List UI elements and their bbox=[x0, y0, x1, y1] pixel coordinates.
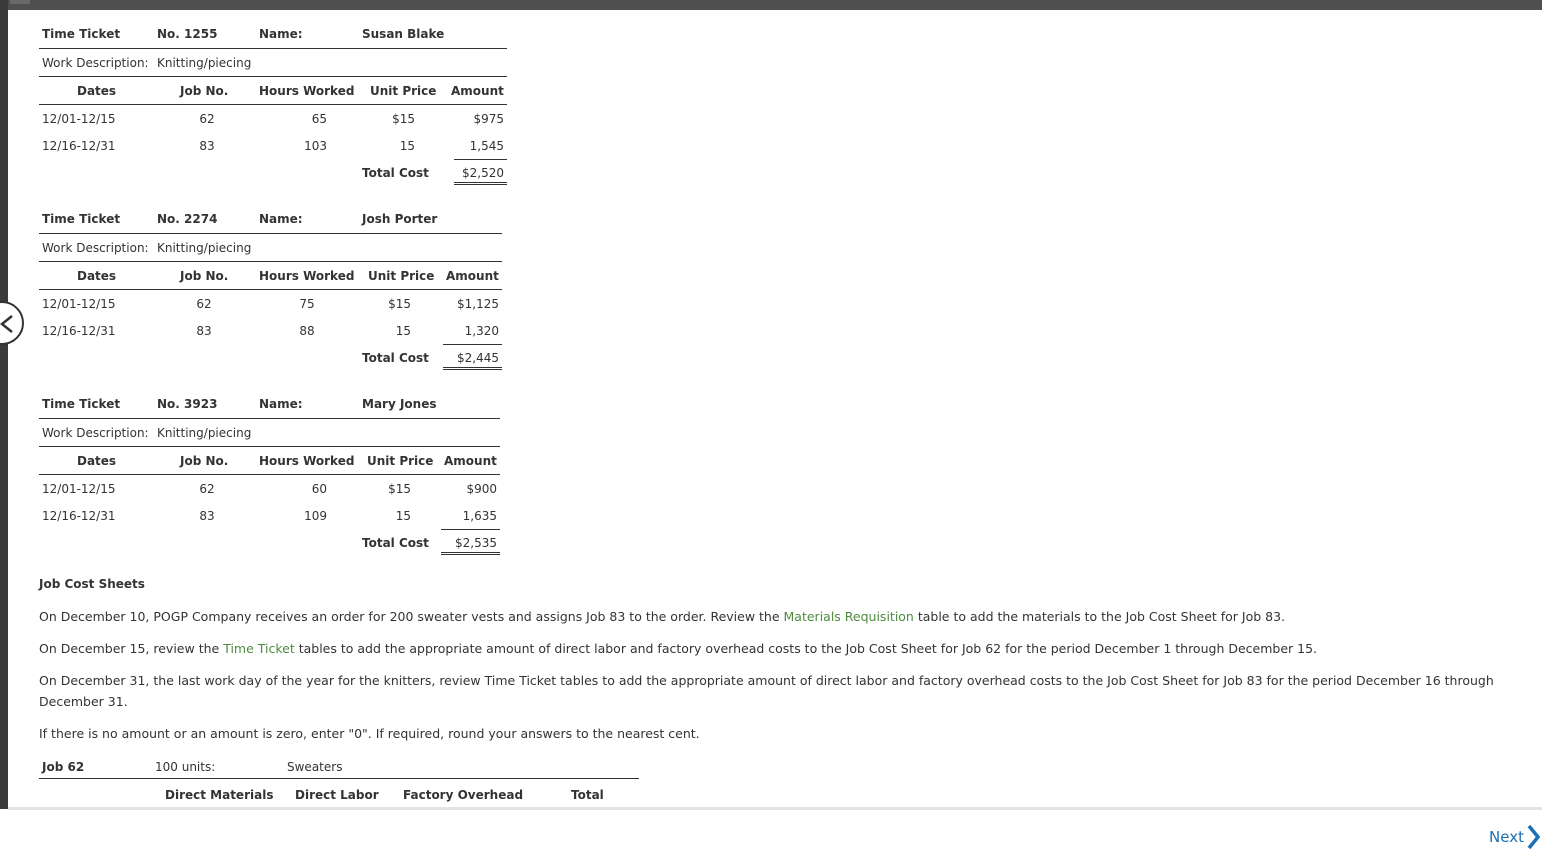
product-label: Sweaters bbox=[287, 760, 343, 774]
left-bar bbox=[0, 0, 8, 809]
desc-value: Knitting/piecing bbox=[157, 241, 252, 255]
materials-requisition-link[interactable]: Materials Requisition bbox=[783, 609, 914, 624]
chevron-right-icon bbox=[1526, 824, 1540, 850]
column-headers bbox=[39, 262, 502, 290]
row-job: 62 bbox=[199, 482, 215, 496]
p1-text-a: On December 10, POGP Company receives an order for 200 sweater vests and assigns Job 83 to the order. Review the bbox=[39, 609, 784, 624]
employee-name: Mary Jones bbox=[362, 397, 437, 411]
time-ticket-1 bbox=[39, 20, 507, 189]
paragraph-3: On December 31, the last work day of the year for the knitters, review Time Ticket tables to add the appropriate amount of direct labor and factory overhead costs to the Job Cost Sheet for Job 83 for the period December 16 through December 31. bbox=[39, 673, 1494, 709]
table-row bbox=[39, 475, 500, 502]
desc-value: Knitting/piecing bbox=[157, 56, 252, 70]
ticket-label: Time Ticket bbox=[42, 27, 121, 41]
col-unit-price: Unit Price bbox=[370, 84, 437, 98]
previous-button[interactable] bbox=[0, 301, 24, 345]
job-label: Job 62 bbox=[42, 760, 85, 774]
row-dates: 12/16-12/31 bbox=[42, 324, 116, 338]
total-row bbox=[39, 529, 500, 559]
col-job-no: Job No. bbox=[180, 84, 229, 98]
row-dates: 12/01-12/15 bbox=[42, 482, 116, 496]
col-dates: Dates bbox=[77, 84, 117, 98]
row-price: $15 bbox=[388, 297, 411, 311]
row-job: 83 bbox=[199, 139, 215, 153]
row-amount: 1,635 bbox=[462, 509, 497, 523]
ticket-number: No. 2274 bbox=[157, 212, 218, 226]
time-ticket-link[interactable]: Time Ticket bbox=[223, 641, 295, 656]
row-hours: 75 bbox=[299, 297, 315, 311]
row-hours: 60 bbox=[311, 482, 327, 496]
total-label: Total Cost bbox=[362, 166, 429, 180]
row-dates: 12/01-12/15 bbox=[42, 297, 116, 311]
row-dates: 12/16-12/31 bbox=[42, 509, 116, 523]
table-row bbox=[39, 290, 502, 317]
ticket-header bbox=[39, 20, 507, 49]
desc-value: Knitting/piecing bbox=[157, 426, 252, 440]
ticket-number: No. 1255 bbox=[157, 27, 218, 41]
table-row bbox=[39, 317, 502, 344]
col-unit-price: Unit Price bbox=[367, 454, 434, 468]
row-hours: 65 bbox=[311, 112, 327, 126]
table-row bbox=[39, 105, 507, 132]
total-row bbox=[39, 344, 502, 374]
col-job-no: Job No. bbox=[180, 269, 229, 283]
row-hours: 109 bbox=[304, 509, 327, 523]
col-dates: Dates bbox=[77, 454, 117, 468]
next-button[interactable] bbox=[1489, 824, 1540, 850]
col-dates: Dates bbox=[77, 269, 117, 283]
col-amount: Amount bbox=[446, 269, 499, 283]
top-bar bbox=[0, 0, 1542, 10]
ticket-number: No. 3923 bbox=[157, 397, 218, 411]
row-price: 15 bbox=[399, 139, 415, 153]
row-amount: $1,125 bbox=[457, 297, 499, 311]
row-dates: 12/16-12/31 bbox=[42, 139, 116, 153]
row-amount: 1,320 bbox=[464, 324, 499, 338]
total-amount: $2,520 bbox=[454, 159, 507, 185]
row-price: 15 bbox=[395, 509, 411, 523]
row-job: 62 bbox=[199, 112, 215, 126]
employee-name: Josh Porter bbox=[362, 212, 438, 226]
col-direct-labor: Direct Labor bbox=[295, 788, 379, 802]
p2-text-b: tables to add the appropriate amount of direct labor and factory overhead costs to the Job Cost Sheet for Job 62 for the period December 1 through December 15. bbox=[294, 641, 1318, 656]
bottom-bar bbox=[8, 807, 1542, 858]
col-hours: Hours Worked bbox=[259, 454, 355, 468]
p2-text-a: On December 15, review the bbox=[39, 641, 224, 656]
total-label: Total Cost bbox=[362, 536, 429, 550]
ticket-label: Time Ticket bbox=[42, 212, 121, 226]
paragraph-4: If there is no amount or an amount is zero, enter "0". If required, round your answers to the nearest cent. bbox=[39, 726, 700, 741]
row-job: 62 bbox=[196, 297, 212, 311]
col-hours: Hours Worked bbox=[259, 84, 355, 98]
desc-label: Work Description: bbox=[42, 56, 149, 70]
row-hours: 103 bbox=[304, 139, 327, 153]
work-description bbox=[39, 49, 507, 77]
ticket-label: Time Ticket bbox=[42, 397, 121, 411]
row-amount: 1,545 bbox=[469, 139, 504, 153]
col-direct-materials: Direct Materials bbox=[165, 788, 274, 802]
section-title: Job Cost Sheets bbox=[39, 577, 145, 591]
paragraph-2 bbox=[39, 638, 1317, 659]
table-row bbox=[39, 502, 500, 529]
total-row bbox=[39, 159, 507, 189]
name-label: Name: bbox=[259, 397, 303, 411]
employee-name: Susan Blake bbox=[362, 27, 445, 41]
job-column-headers bbox=[39, 782, 639, 806]
desc-label: Work Description: bbox=[42, 241, 149, 255]
row-hours: 88 bbox=[299, 324, 315, 338]
chevron-left-icon bbox=[0, 314, 14, 334]
total-label: Total Cost bbox=[362, 351, 429, 365]
total-amount: $2,445 bbox=[443, 344, 502, 370]
col-total: Total bbox=[571, 788, 604, 802]
row-amount: $975 bbox=[473, 112, 504, 126]
ticket-header bbox=[39, 390, 500, 419]
col-job-no: Job No. bbox=[180, 454, 229, 468]
next-label: Next bbox=[1489, 828, 1524, 846]
column-headers bbox=[39, 77, 507, 105]
paragraph-1 bbox=[39, 606, 1285, 627]
time-ticket-2 bbox=[39, 205, 502, 374]
units-label: 100 units: bbox=[155, 760, 216, 774]
work-description bbox=[39, 234, 502, 262]
col-amount: Amount bbox=[444, 454, 497, 468]
work-description bbox=[39, 419, 500, 447]
col-amount: Amount bbox=[451, 84, 504, 98]
row-price: $15 bbox=[392, 112, 415, 126]
name-label: Name: bbox=[259, 212, 303, 226]
desc-label: Work Description: bbox=[42, 426, 149, 440]
ticket-header bbox=[39, 205, 502, 234]
top-tab bbox=[10, 0, 30, 4]
row-price: $15 bbox=[388, 482, 411, 496]
job-header bbox=[39, 754, 639, 779]
column-headers bbox=[39, 447, 500, 475]
content bbox=[39, 20, 1529, 575]
name-label: Name: bbox=[259, 27, 303, 41]
row-amount: $900 bbox=[466, 482, 497, 496]
col-unit-price: Unit Price bbox=[368, 269, 435, 283]
time-ticket-3 bbox=[39, 390, 500, 559]
row-job: 83 bbox=[199, 509, 215, 523]
table-row bbox=[39, 132, 507, 159]
col-factory-overhead: Factory Overhead bbox=[403, 788, 524, 802]
row-job: 83 bbox=[196, 324, 212, 338]
col-hours: Hours Worked bbox=[259, 269, 355, 283]
p1-text-b: table to add the materials to the Job Cost Sheet for Job 83. bbox=[913, 609, 1286, 624]
total-amount: $2,535 bbox=[441, 529, 500, 555]
row-price: 15 bbox=[395, 324, 411, 338]
row-dates: 12/01-12/15 bbox=[42, 112, 116, 126]
